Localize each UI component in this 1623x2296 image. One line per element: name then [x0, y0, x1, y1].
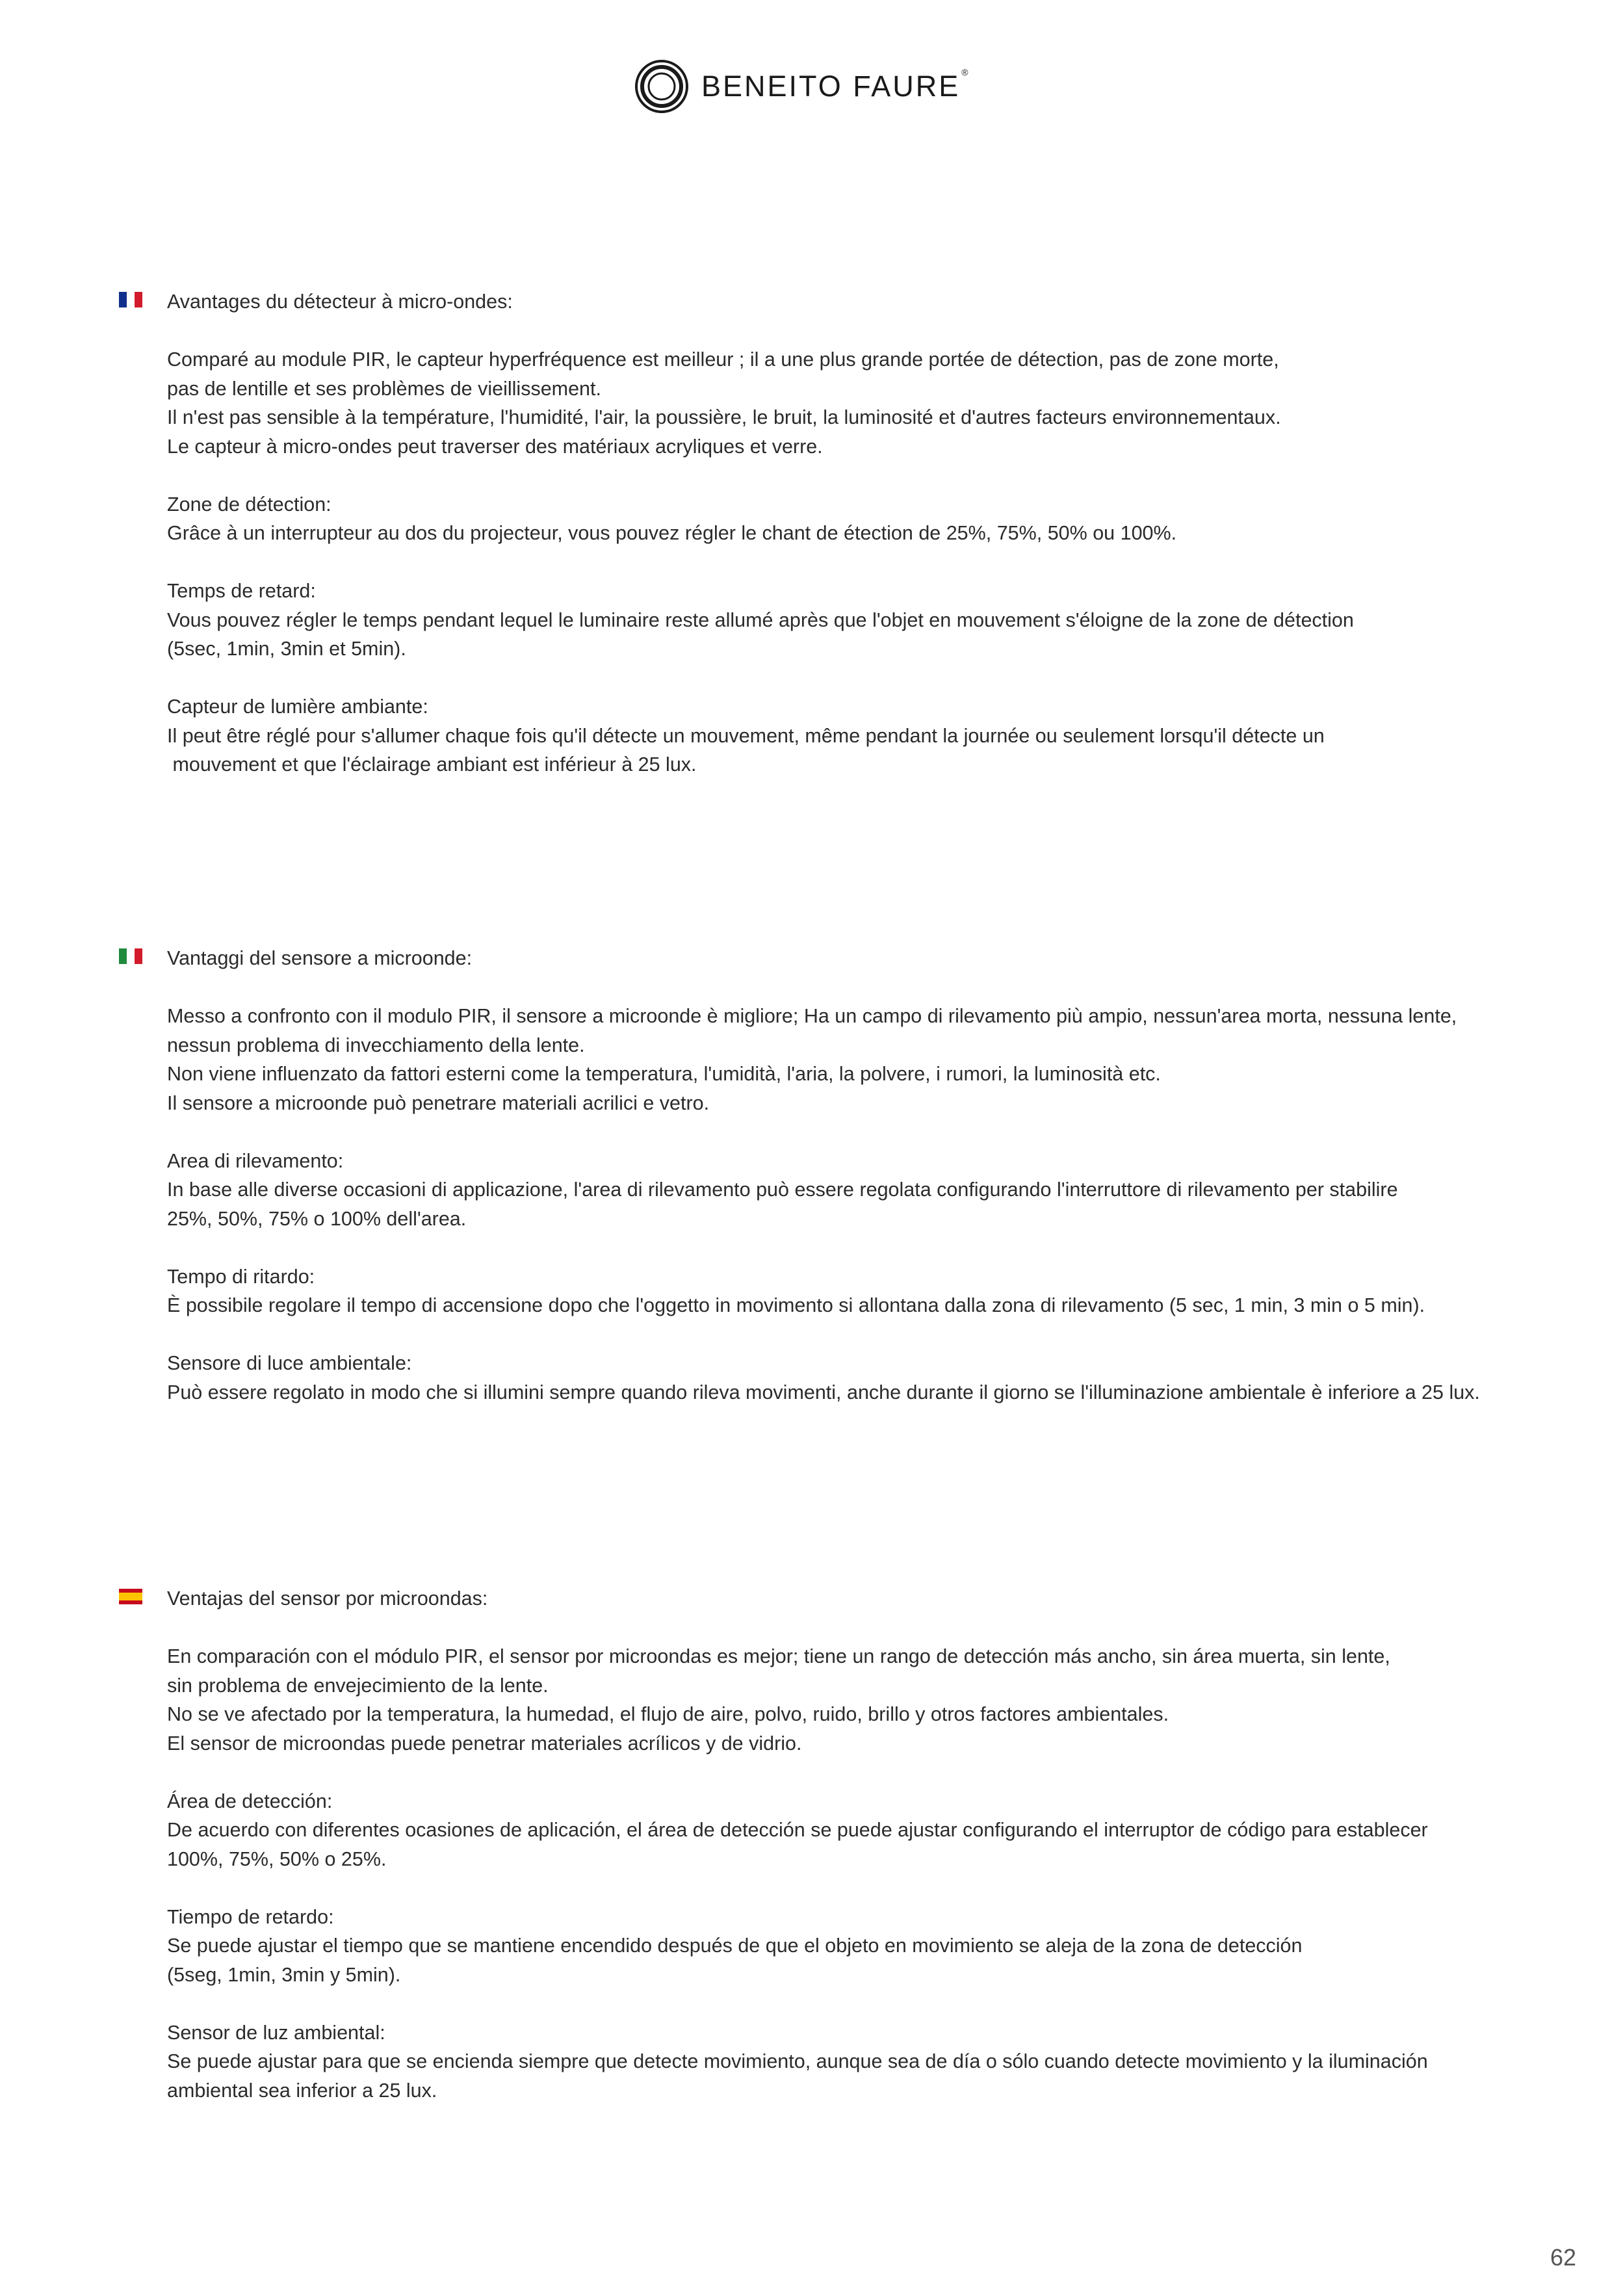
paragraph-line: mouvement et que l'éclairage ambiant est inférieur à 25 lux.: [167, 753, 697, 776]
paragraph-line: Il sensore a microonde può penetrare materiali acrilici e vetro.: [167, 1091, 710, 1114]
paragraph-line: sin problema de envejecimiento de la lente.: [167, 1674, 549, 1697]
paragraph-line: Il peut être réglé pour s'allumer chaque fois qu'il détecte un mouvement, même pendant la journée ou seulement lorsqu'il détecte un: [167, 724, 1325, 747]
subheading-zone: Área de detección:: [167, 1790, 333, 1812]
paragraph-line: Grâce à un interrupteur au dos du projecteur, vous pouvez régler le chant de étection de 25%, 75%, 50% ou 100%.: [167, 522, 1177, 544]
italian-flag-icon: [119, 948, 142, 964]
paragraph-line: In base alle diverse occasioni di applicazione, l'area di rilevamento può essere regolata configurando l'interruttore di rilevamento per stabilire: [167, 1179, 1398, 1201]
subheading-light: Sensor de luz ambiental:: [167, 2021, 385, 2044]
paragraph-line: ambiental sea inferior a 25 lux.: [167, 2079, 437, 2102]
paragraph-line: 25%, 50%, 75% o 100% dell'area.: [167, 1207, 467, 1230]
spanish-flag-icon: [119, 1589, 142, 1604]
paragraph-line: È possibile regolare il tempo di accensione dopo che l'oggetto in movimento si allontana dalla zona di rilevamento (5 sec, 1 min, 3 min o 5 min).: [167, 1294, 1425, 1316]
paragraph-line: pas de lentille et ses problèmes de vieillissement.: [167, 377, 601, 400]
paragraph-line: Se puede ajustar para que se encienda siempre que detecte movimiento, aunque sea de día o sólo cuando detecte movimiento y la iluminación: [167, 2050, 1428, 2072]
paragraph-line: Il n'est pas sensible à la température, l'humidité, l'air, la poussière, le bruit, la luminosité et d'autres facteurs environnementaux.: [167, 406, 1281, 428]
paragraph-line: nessun problema di invecchiamento della lente.: [167, 1034, 585, 1056]
subheading-delay: Tempo di ritardo:: [167, 1265, 315, 1288]
paragraph-line: Se puede ajustar el tiempo que se mantiene encendido después de que el objeto en movimiento se aleja de la zona de detección: [167, 1935, 1303, 1957]
section-french: [119, 287, 1575, 779]
page-number: 62: [1550, 2244, 1576, 2271]
subheading-delay: Tiempo de retardo:: [167, 1905, 334, 1928]
subheading-zone: Zone de détection:: [167, 493, 331, 515]
section-title: Vantaggi del sensore a microonde:: [167, 947, 473, 969]
brand-logo: [634, 57, 970, 116]
paragraph-line: Comparé au module PIR, le capteur hyperfréquence est meilleur ; il a une plus grande portée de détection, pas de zone morte,: [167, 348, 1279, 371]
paragraph-line: Non viene influenzato da fattori esterni come la temperatura, l'umidità, l'aria, la polvere, i rumori, la luminosità etc.: [167, 1063, 1161, 1085]
paragraph-line: (5seg, 1min, 3min y 5min).: [167, 1963, 401, 1986]
ring-logo-icon: [634, 59, 690, 114]
subheading-delay: Temps de retard:: [167, 580, 316, 602]
subheading-light: Capteur de lumière ambiante:: [167, 696, 428, 718]
brand-name: BENEITO FAURE ®: [701, 67, 970, 103]
french-flag-icon: [119, 292, 142, 307]
paragraph-line: No se ve afectado por la temperatura, la humedad, el flujo de aire, polvo, ruido, brillo y otros factores ambientales.: [167, 1703, 1169, 1725]
section-spanish: [119, 1584, 1575, 2105]
subheading-zone: Area di rilevamento:: [167, 1149, 344, 1172]
paragraph-line: Può essere regolato in modo che si illumini sempre quando rileva movimenti, anche durante il giorno se l'illuminazione ambientale è inferiore a 25 lux.: [167, 1381, 1480, 1403]
paragraph-line: En comparación con el módulo PIR, el sensor por microondas es mejor; tiene un rango de detección más ancho, sin área muerta, sin lente,: [167, 1645, 1390, 1667]
paragraph-line: El sensor de microondas puede penetrar materiales acrílicos y de vidrio.: [167, 1732, 802, 1755]
section-title: Ventajas del sensor por microondas:: [167, 1587, 488, 1610]
subheading-light: Sensore di luce ambientale:: [167, 1352, 412, 1374]
paragraph-line: 100%, 75%, 50% o 25%.: [167, 1847, 387, 1870]
paragraph-line: Le capteur à micro-ondes peut traverser des matériaux acryliques et verre.: [167, 435, 823, 458]
paragraph-line: De acuerdo con diferentes ocasiones de aplicación, el área de detección se puede ajustar configurando el interruptor de código para establecer: [167, 1819, 1428, 1841]
section-italian: [119, 944, 1575, 1407]
paragraph-line: (5sec, 1min, 3min et 5min).: [167, 638, 406, 660]
paragraph-line: Messo a confronto con il modulo PIR, il sensore a microonde è migliore; Ha un campo di rilevamento più ampio, nessun'area morta, nessuna lente,: [167, 1005, 1457, 1027]
section-title: Avantages du détecteur à micro-ondes:: [167, 291, 513, 313]
paragraph-line: Vous pouvez régler le temps pendant lequel le luminaire reste allumé après que l'objet en mouvement s'éloigne de la zone de détection: [167, 608, 1354, 631]
